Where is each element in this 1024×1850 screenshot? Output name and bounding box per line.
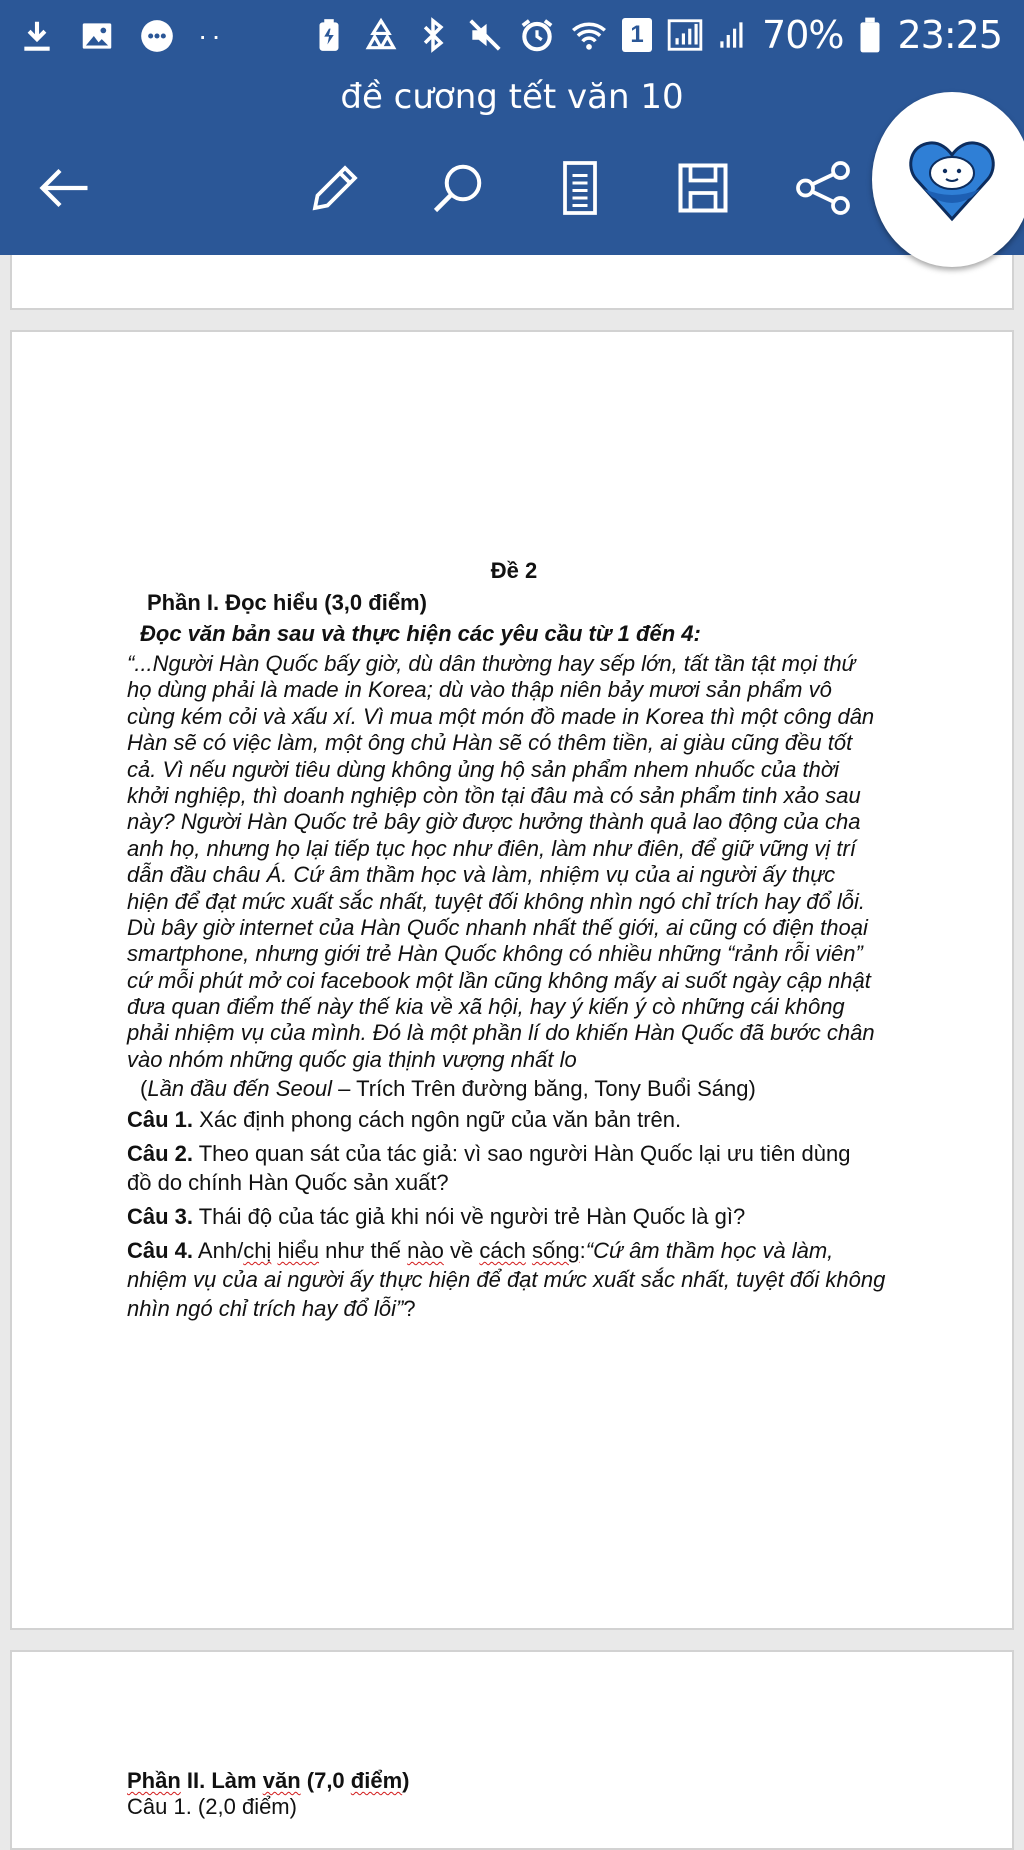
battery-icon [857,16,883,54]
question-1 [127,1105,911,1134]
exam-heading: Đề 2 [490,558,538,583]
spellcheck-word: điểm [350,1768,403,1793]
spellcheck-word: sống [531,1238,580,1263]
question-text: Xác định phong cách ngôn ngữ của văn bản trên. [193,1107,682,1132]
share-icon [793,158,853,223]
part2-section [127,1768,409,1821]
download-icon [18,17,56,55]
question-2 [127,1139,911,1197]
wifi-icon [570,16,608,54]
question-text: Anh/ [193,1238,244,1263]
question-label: Câu 1. [127,1107,194,1132]
question-list [127,1105,911,1328]
signal-icon-2 [718,16,748,54]
alarm-icon [518,16,556,54]
passage-line: hiện để đạt mức xuất sắc nhất, tuyệt đối không nhìn ngó chỉ trích hay đổ lỗi. [127,888,865,914]
edit-button[interactable] [295,150,375,230]
recycle-icon [362,16,400,54]
edit-pencil-icon [305,158,365,223]
chat-icon [138,17,176,55]
question-text: Thái độ của tác giả khi nói về người trẻ Hàn Quốc là gì? [193,1204,746,1229]
question-text: : [579,1238,586,1263]
share-button[interactable] [783,150,863,230]
battery-percent: 70% [762,13,844,57]
passage-line: cả. Vì nếu người tiêu dùng không ủng hộ sản phẩm nhem nhuốc của thời [127,756,840,782]
spellcheck-word: Phần [127,1768,181,1793]
reading-mode-button[interactable] [540,150,620,230]
question-4 [127,1236,911,1323]
sim-icon: 1 [622,18,652,52]
reading-passage [127,651,909,1073]
document-page-next [10,1650,1014,1850]
user-avatar-icon [902,127,1002,232]
spellcheck-word: văn [262,1768,301,1793]
passage-line: vào nhóm những quốc gia thịnh vượng nhất lo [127,1046,577,1072]
passage-source [140,1076,756,1102]
question-quote: “Cứ âm thầm học và làm, [585,1238,834,1263]
reading-instruction: Đọc văn bản sau và thực hiện các yêu cầu từ 1 đến 4: [140,621,701,646]
more-notifications-icon: ·· [198,20,225,51]
question-text: đồ do chính Hàn Quốc sản xuất? [127,1170,449,1195]
app-bar [0,0,1024,255]
passage-line: khởi nghiệp, thì doanh nghiệp còn tồn tại đâu mà có sản phẩm tinh xảo sau [127,782,861,808]
toolbar [0,140,880,240]
source-title: Lần đầu đến Seoul [147,1076,333,1101]
passage-line: họ dùng phải là made in Korea; dù vào thập niên bảy mươi sản phẩm vô [127,677,832,703]
passage-line: Hàn sẽ có việc làm, một ông chủ Hàn sẽ có thêm tiền, ai giàu cũng đều tốt [127,730,853,756]
part1-heading: Phần I. Đọc hiểu (3,0 điểm) [147,590,427,615]
question-3 [127,1202,911,1231]
clock: 23:25 [897,13,1002,57]
back-arrow-icon [35,158,95,223]
question-text: Theo quan sát của tác giả: vì sao người Hàn Quốc lại ưu tiên dùng [193,1141,851,1166]
question-text: như thế [319,1238,408,1263]
spellcheck-word: hiểu [277,1238,320,1263]
passage-line: đưa quan điểm thế này thế kia về xã hội, hay ý kiến ý cò những cái không [127,994,845,1020]
source-citation: – Trích Trên đường băng, Tony Buổi Sáng) [332,1076,756,1101]
passage-line: smartphone, nhưng giới trẻ Hàn Quốc không có nhiều những “rảnh rỗi viên” [127,941,863,967]
passage-line: “...Người Hàn Quốc bấy giờ, dù dân thường hay sếp lớn, tất tần tật mọi thứ [127,651,856,676]
heading-text: (7,0 [300,1768,351,1793]
passage-line: cùng kém cỏi và xấu xí. Vì mua một món đồ made in Korea thì một công dân [127,703,875,729]
document-title: đề cương tết văn 10 [340,77,684,117]
question-quote: nhiệm vụ của ai người ấy thực hiện để đạt mức xuất sắc nhất, tuyệt đối không [127,1267,886,1292]
question-label: Câu 2. [127,1141,194,1166]
save-button[interactable] [663,150,743,230]
search-button[interactable] [418,150,498,230]
status-bar [0,0,1024,72]
part2-question-1: Câu 1. (2,0 điểm) [127,1794,297,1820]
back-button[interactable] [25,150,105,230]
bluetooth-icon [414,16,452,54]
passage-line: anh họ, nhưng họ lại tiếp tục học như điên, làm như điên, để giữ vững vị trí [127,835,856,861]
signal-icon [666,16,704,54]
passage-line: này? Người Hàn Quốc trẻ bây giờ được hưởng thành quả lao động của cha [127,809,861,835]
passage-line: cứ mỗi phút mở coi facebook một lần cũng không mấy ai suốt ngày cập nhật [127,967,871,993]
save-icon [673,158,733,223]
spellcheck-word: chị [243,1238,272,1263]
document-page [10,330,1014,1630]
source-paren: ( [140,1076,148,1101]
heading-text: II. Làm [180,1768,263,1793]
search-icon [428,158,488,223]
spellcheck-word: cách [479,1238,526,1263]
spellcheck-word: nào [407,1238,444,1263]
passage-line: dẫn đầu châu Á. Cứ âm thầm học và làm, nhiệm vụ của ai người ấy thực [127,862,836,888]
battery-saver-icon [310,16,348,54]
question-quote: nhìn ngó chỉ trích hay đổ lỗi” [127,1296,404,1321]
question-label: Câu 4. [127,1238,194,1263]
image-icon [78,17,116,55]
heading-text: ) [402,1768,410,1793]
reading-mode-icon [550,158,610,223]
account-avatar-button[interactable] [872,92,1024,267]
passage-line: Dù bây giờ internet của Hàn Quốc nhanh nhất thế giới, ai cũng có điện thoại [127,914,868,940]
question-text: về [443,1238,480,1263]
passage-line: phải nhiệm vụ của mình. Đó là một phần lí do khiến Hàn Quốc đã bước chân [127,1020,875,1046]
question-label: Câu 3. [127,1204,194,1229]
part2-heading [127,1768,409,1794]
mute-icon [466,16,504,54]
question-text: ? [403,1296,416,1321]
